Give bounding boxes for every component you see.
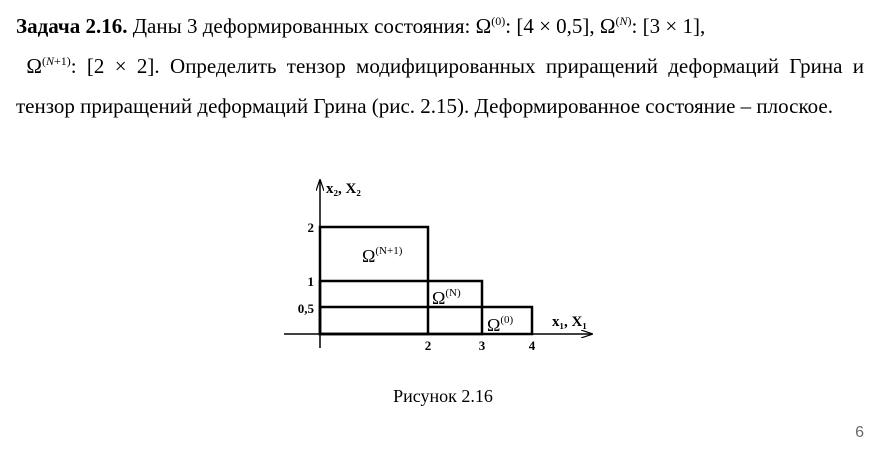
label-omega-n1: $\Omega^{(N+1)}$ xyxy=(362,245,403,266)
label-omega-n: $\Omega^{(N)}$ xyxy=(432,287,461,308)
x-tick-label: 3 xyxy=(478,338,486,353)
y-tick-label: 2 xyxy=(307,220,314,235)
y-tick-label: 1 xyxy=(307,274,314,289)
label-omega-0: $\Omega^{(0)}$ xyxy=(487,314,514,335)
problem-text: Задача 2.16. Даны 3 деформированных состояния: $\Omega^{(0)}$: [4 × 0,5], $\Omega^{(N)}$: [3 × 1], $\Omega^{(N+1)}$: [2 × 2]. Определить тензор модифицированных приращений деформаций Грина и тензор приращений деформаций Грина (рис. 2.15). Деформированное состояние – плоское. xyxy=(16,14,864,118)
x-tick-label: 2 xyxy=(424,338,432,353)
figure-caption: Рисунок 2.16 xyxy=(393,386,493,406)
y-tick-label: 0,5 xyxy=(297,301,314,316)
problem-label: Задача 2.16. xyxy=(16,14,128,38)
x-tick-label: 4 xyxy=(528,338,536,353)
x-axis-label: x₁, X₁ xyxy=(552,314,587,330)
y-axis-label: x₂, X₂ xyxy=(326,181,361,197)
page-number: 6 xyxy=(855,424,864,441)
deformation-diagram xyxy=(270,170,610,360)
task-text: Определить тензор модифицированных приращений деформаций Грина и тензор приращений деформаций Грина (рис. 2.15). Деформированное состояние – плоское. xyxy=(16,54,864,118)
